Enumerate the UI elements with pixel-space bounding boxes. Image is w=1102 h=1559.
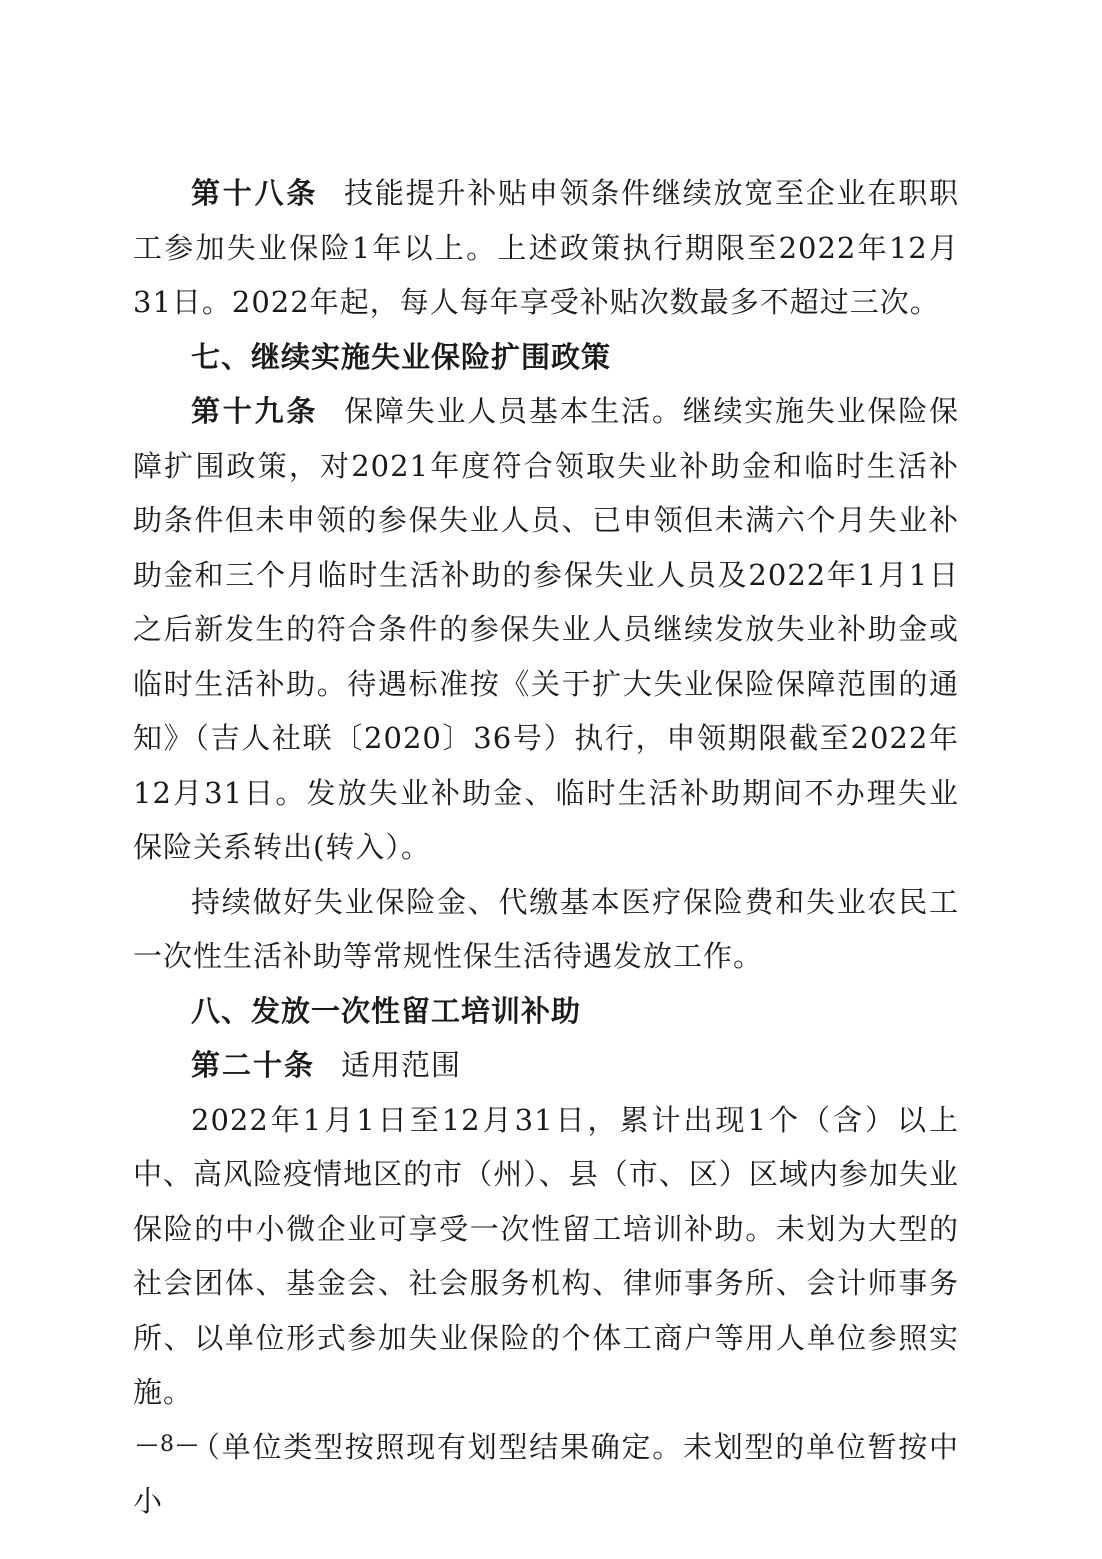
document-body [133, 166, 959, 1529]
article-19-paragraph-2: 持续做好失业保险金、代缴基本医疗保险费和失业农民工一次性生活补助等常规性保生活待遇发放工作。 [133, 884, 959, 973]
section-7-title: 七、继续实施失业保险扩围政策 [191, 339, 612, 374]
article-18-text: 技能提升补贴申领条件继续放宽至企业在职职工参加失业保险1年以上。上述政策执行期限至2022年12月31日。2022年起，每人每年享受补贴次数最多不超过三次。 [133, 176, 959, 319]
article-18-paragraph [133, 166, 959, 330]
article-20-paragraph-1: 2022年1月1日至12月31日，累计出现1个（含）以上中、高风险疫情地区的市（州）、县（市、区）区域内参加失业保险的中小微企业可享受一次性留工培训补助。未划为大型的社会团体、基金会、社会服务机构、律师事务所、会计师事务所、以单位形式参加失业保险的个体工商户等用人单位参照实施。 [133, 1102, 959, 1409]
article-20-heading: 第二十条 [191, 1048, 316, 1082]
article-20-paragraph-2: （单位类型按照现有划型结果确定。未划型的单位暂按中小 [133, 1429, 959, 1518]
article-19-heading: 第十九条 [191, 394, 319, 428]
article-18-heading: 第十八条 [191, 176, 319, 210]
article-20-text: 适用范围 [341, 1048, 462, 1082]
article-19-text: 保障失业人员基本生活。继续实施失业保险保障扩围政策，对2021年度符合领取失业补助金和临时生活补助条件但未申领的参保失业人员、已申领但未满六个月失业补助金和三个月临时生活补助的参保失业人员及2022年1月1日之后新发生的符合条件的参保失业人员继续发放失业补助金或临时生活补助。待遇标准按《关于扩大失业保险保障范围的通知》（吉人社联〔2020〕36号）执行，申领期限截至2022年12月31日。发放失业补助金、临时生活补助期间不办理失业保险关系转出(转入）。 [133, 394, 959, 864]
article-20-paragraph [133, 1038, 959, 1093]
article-19-paragraph [133, 384, 959, 875]
section-8-title: 八、发放一次性留工培训补助 [191, 993, 582, 1028]
page-number: —8— [136, 1432, 200, 1457]
